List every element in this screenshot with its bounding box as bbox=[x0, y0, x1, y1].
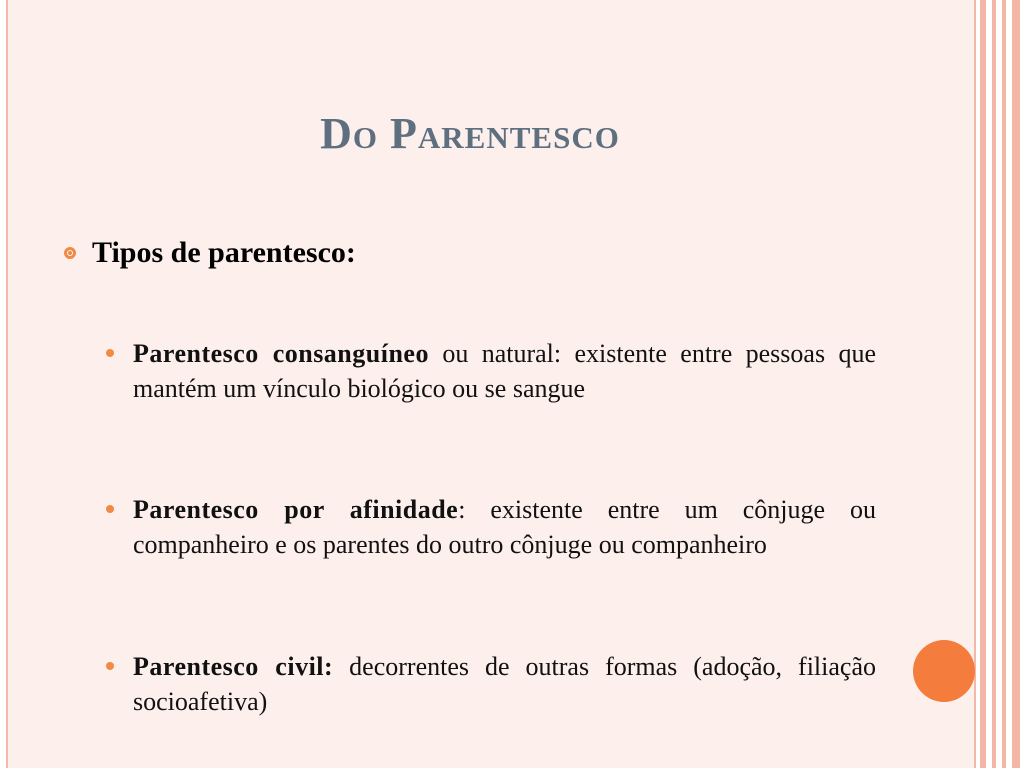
orange-circle-decoration bbox=[913, 640, 975, 702]
list-item-bold: Parentesco civil: bbox=[133, 652, 334, 681]
list-item-text bbox=[133, 649, 876, 719]
list-item-rest: decorrentes de outras formas (adoção, filiação socioafetiva) bbox=[133, 652, 876, 716]
stripe-4 bbox=[1012, 0, 1020, 768]
list-item-rest: : existente entre um cônjuge ou companheiro e os parentes do outro cônjuge ou companheiro bbox=[133, 495, 876, 559]
heading-row bbox=[64, 236, 356, 270]
slide-title: Do Parentesco bbox=[320, 109, 620, 158]
list-item-text bbox=[133, 336, 876, 406]
dot-bullet-icon bbox=[106, 662, 114, 670]
list-item bbox=[106, 492, 876, 562]
decorative-stripes bbox=[976, 0, 1024, 768]
stripe-3 bbox=[1002, 0, 1006, 768]
list-item-rest: ou natural: existente entre pessoas que mantém um vínculo biológico ou se sangue bbox=[133, 339, 876, 403]
dot-bullet-icon bbox=[106, 349, 114, 357]
ring-bullet-icon bbox=[64, 247, 76, 259]
list-item-text bbox=[133, 492, 876, 562]
dot-bullet-icon bbox=[106, 505, 114, 513]
list-item-bold: Parentesco consanguíneo bbox=[133, 339, 429, 368]
list-item bbox=[106, 336, 876, 406]
stripe-1 bbox=[980, 0, 986, 768]
stripe-2 bbox=[992, 0, 996, 768]
list-item bbox=[106, 649, 876, 719]
list-item-bold: Parentesco por afinidade bbox=[133, 495, 459, 524]
slide-heading: Tipos de parentesco: bbox=[92, 236, 356, 269]
